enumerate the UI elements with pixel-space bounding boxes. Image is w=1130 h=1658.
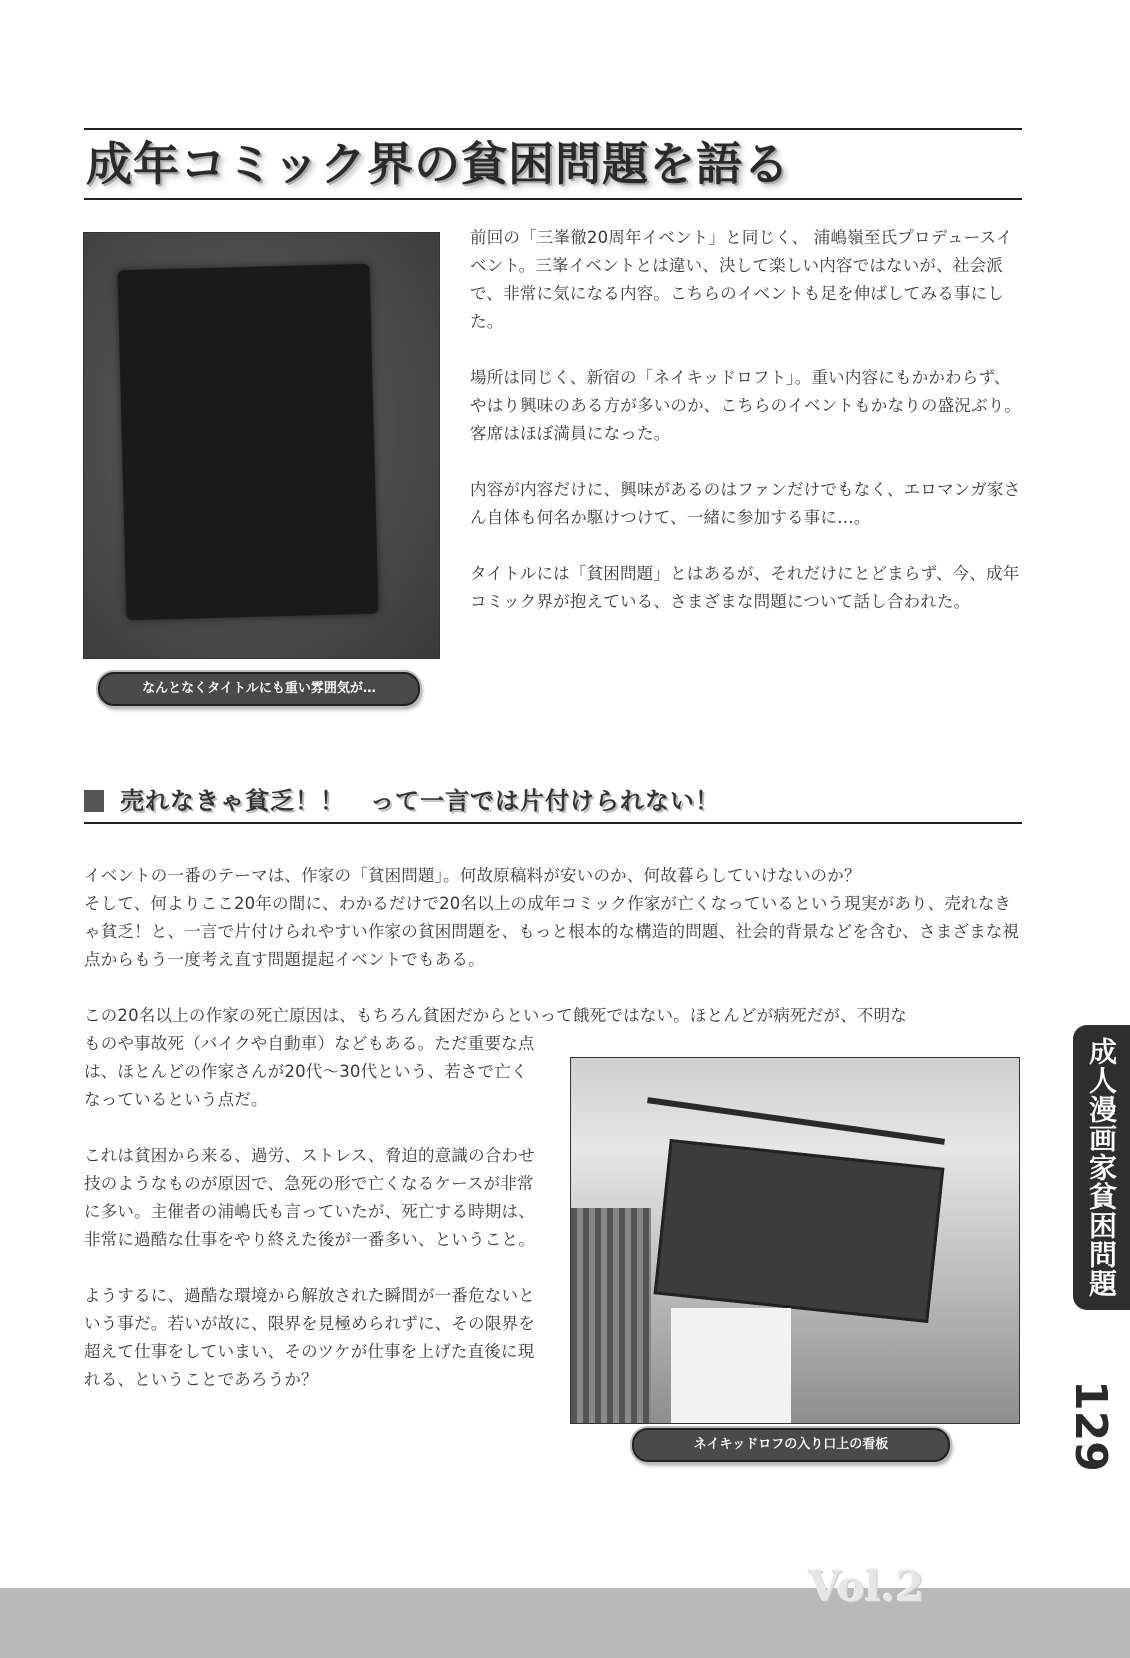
- left-paragraph: これは貧困から来る、過労、ストレス、脅迫的意識の合わせ技のようなものが原因で、急死の形で亡くなるケースが非常に多い。主催者の浦嶋氏も言っていたが、死亡する時期は、非常に過酷な仕事をやり終えた後が一番多い、ということ。: [84, 1146, 535, 1249]
- section-rule: [84, 822, 1022, 824]
- title-rule-bottom: [84, 198, 1022, 200]
- section-bullet-icon: [84, 790, 104, 812]
- chalkboard-sign: [117, 264, 378, 620]
- white-banner: [671, 1308, 791, 1423]
- hanging-sign: [654, 1139, 945, 1323]
- photo2-caption: ネイキッドロフの入り口上の看板: [632, 1428, 950, 1462]
- death-paragraph-rest: ものや事故死（バイクや自動車）などもある。ただ重要な点は、ほとんどの作家さんが20代～30代という、若さで亡くなっているという点だ。: [84, 1034, 535, 1109]
- sign-bracket: [647, 1097, 945, 1145]
- intro-paragraph: タイトルには「貧困問題」とはあるが、それだけにとどまらず、今、成年コミック界が抱えている、さまざまな問題について話し合われた。: [470, 564, 1020, 611]
- section-title: 売れなきゃ貧乏！！ って一言では片付けられない！: [120, 787, 720, 815]
- left-column-text: [84, 1030, 539, 1394]
- intro-paragraph: 内容が内容だけに、興味があるのはファンだけでもなく、エロマンガ家さん自体も何名か駆けつけて、一緒に参加する事に…。: [470, 480, 1021, 527]
- page-title: 成年コミック界の貧困問題を語る: [86, 137, 791, 191]
- photo1-caption: なんとなくタイトルにも重い雰囲気が…: [98, 672, 420, 706]
- left-paragraph: ようするに、過酷な環境から解放された瞬間が一番危ないという事だ。若いが故に、限界を見極められずに、その限界を超えて仕事をしていまい、そのツケが仕事を上げた直後に現れる、ということであろうか？: [84, 1286, 535, 1389]
- intro-paragraph: 場所は同じく、新宿の「ネイキッドロフト」。重い内容にもかかわらず、やはり興味のある方が多いのか、こちらのイベントもかなりの盛況ぶり。客席はほぼ満員になった。: [470, 368, 1022, 443]
- curtain: [571, 1208, 651, 1423]
- intro-text: [470, 224, 1022, 616]
- chapter-side-tab: [1073, 1025, 1130, 1310]
- section-paragraph: イベントの一番のテーマは、作家の「貧困問題」。何故原稿料が安いのか、何故暮らしていけないのか？: [84, 866, 861, 885]
- death-paragraph-line: この20名以上の作家の死亡原因は、もちろん貧困だからといって餓死ではない。ほとんどが病死だが、不明な: [84, 1006, 907, 1025]
- intro-paragraph: 前回の「三峯徹20周年イベント」と同じく、 浦嶋嶺至氏プロデュースイベント。三峯イベントとは違い、決して楽しい内容ではないが、社会派で、非常に気になる内容。こちらのイベントも足を伸ばしてみる事にした。: [470, 228, 1013, 331]
- entrance-sign-photo: [570, 1057, 1020, 1424]
- section-text: [84, 862, 1024, 1030]
- footer-bar: [0, 1588, 1130, 1658]
- volume-label: Vol.2: [808, 1562, 925, 1611]
- section-paragraph: そして、何よりここ20年の間に、わかるだけで20名以上の成年コミック作家が亡くなっているという現実があり、売れなきゃ貧乏！と、一言で片付けられやすい作家の貧困問題を、もっと根本的な構造的問題、社会的背景などを含む、さまざまな視点からもう一度考え直す問題提起イベントでもある。: [84, 894, 1020, 969]
- side-tab-label: 成人漫画家貧困問題: [1085, 1037, 1118, 1298]
- page-number: 129: [1065, 1380, 1116, 1472]
- title-rule-top: [84, 128, 1022, 130]
- event-signboard-photo: [83, 232, 440, 659]
